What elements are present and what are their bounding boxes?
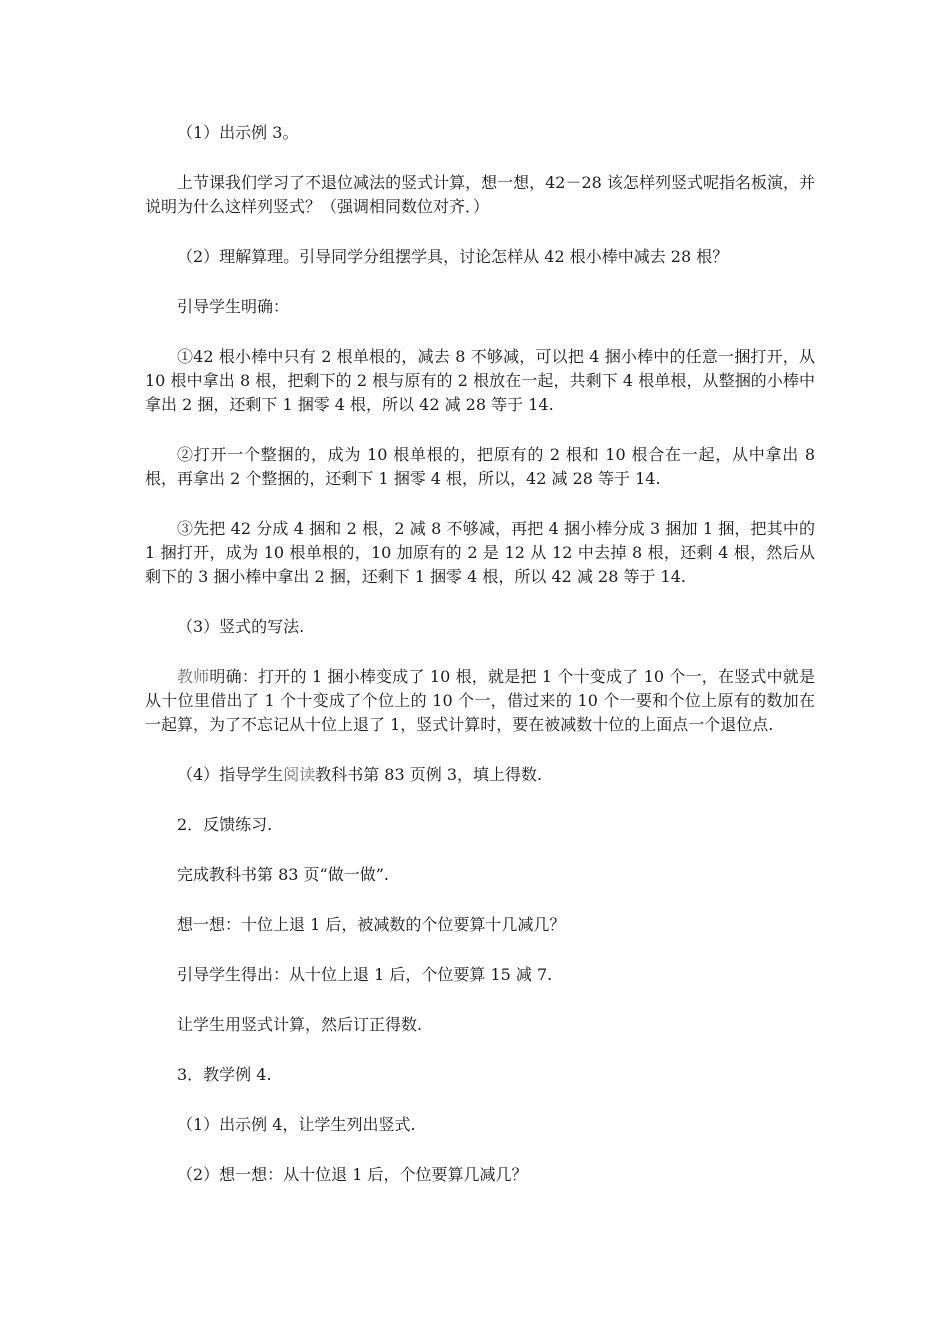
- paragraph-think-question: 想一想：十位上退 1 后，被减数的个位要算十几减几？: [177, 915, 566, 934]
- paragraph-method-2: ②打开一个整捆的，成为 10 根单根的，把原有的 2 根和 10 根合在一起，从中拿出 8 根，再拿出 2 个整捆的，还剩下 1 捆零 4 根，所以，42 减 28 等于 14.: [145, 445, 815, 488]
- read-link-word[interactable]: 阅读: [283, 765, 316, 784]
- paragraph-guide-students: 引导学生明确：: [177, 297, 290, 316]
- paragraph-think-units-digit: （2）想一想：从十位退 1 后，个位要算几减几？: [177, 1165, 528, 1184]
- paragraph-student-calculation: 让学生用竖式计算，然后订正得数.: [177, 1015, 423, 1034]
- paragraph-guide-conclusion: 引导学生得出：从十位上退 1 后，个位要算 15 减 7.: [177, 965, 553, 984]
- paragraph-teach-example-4: 3．教学例 4.: [177, 1065, 272, 1084]
- paragraph-method-1: ①42 根小棒中只有 2 根单根的，减去 8 不够减，可以把 4 捆小棒中的任意一捆打开，从 10 根中拿出 8 根，把剩下的 2 根与原有的 2 根放在一起，共剩下 4 根单根，从整捆的小棒中拿出 2 捆，还剩下 1 捆零 4 根，所以 42 减 28 等于 14.: [145, 347, 815, 414]
- document-page: [145, 121, 815, 1187]
- paragraph-recall-previous-lesson: 上节课我们学习了不退位减法的竖式计算，想一想，42－28 该怎样列竖式呢指名板演，并说明为什么这样列竖式？（强调相同数位对齐．）: [145, 173, 815, 216]
- paragraph-feedback-practice: 2．反馈练习.: [177, 815, 273, 834]
- teacher-link-word[interactable]: 教师: [177, 667, 210, 686]
- paragraph-teacher-explains: 教师明确：打开的 1 捆小棒变成了 10 根，就是把 1 个十变成了 10 个一，在竖式中就是从十位里借出了 1 个十变成了个位上的 10 个一，借过来的 10 个一要和个位上原有的数加在一起算，为了不忘记从十位上退了 1，竖式计算时，要在被减数十位的上面点一个退位点.: [145, 667, 815, 734]
- paragraph-vertical-form-writing: （3）竖式的写法.: [177, 617, 305, 636]
- paragraph-show-example-4: （1）出示例 4，让学生列出竖式.: [177, 1115, 416, 1134]
- paragraph-understand-principle: （2）理解算理。引导同学分组摆学具，讨论怎样从 42 根小棒中减去 28 根？: [177, 247, 729, 266]
- paragraph-show-example-3: （1）出示例 3。: [177, 123, 299, 142]
- paragraph-read-textbook: （4）指导学生阅读教科书第 83 页例 3，填上得数.: [177, 765, 543, 784]
- paragraph-complete-exercise: 完成教科书第 83 页“做一做”.: [177, 865, 389, 884]
- paragraph-method-3: ③先把 42 分成 4 捆和 2 根，2 减 8 不够减，再把 4 捆小棒分成 3 捆加 1 捆，把其中的 1 捆打开，成为 10 根单根的，10 加原有的 2 是 12 从 12 中去掉 8 根，还剩 4 根，然后从剩下的 3 捆小棒中拿出 2 捆，还剩下 1 捆零 4 根，所以 42 减 28 等于 14.: [145, 519, 815, 586]
